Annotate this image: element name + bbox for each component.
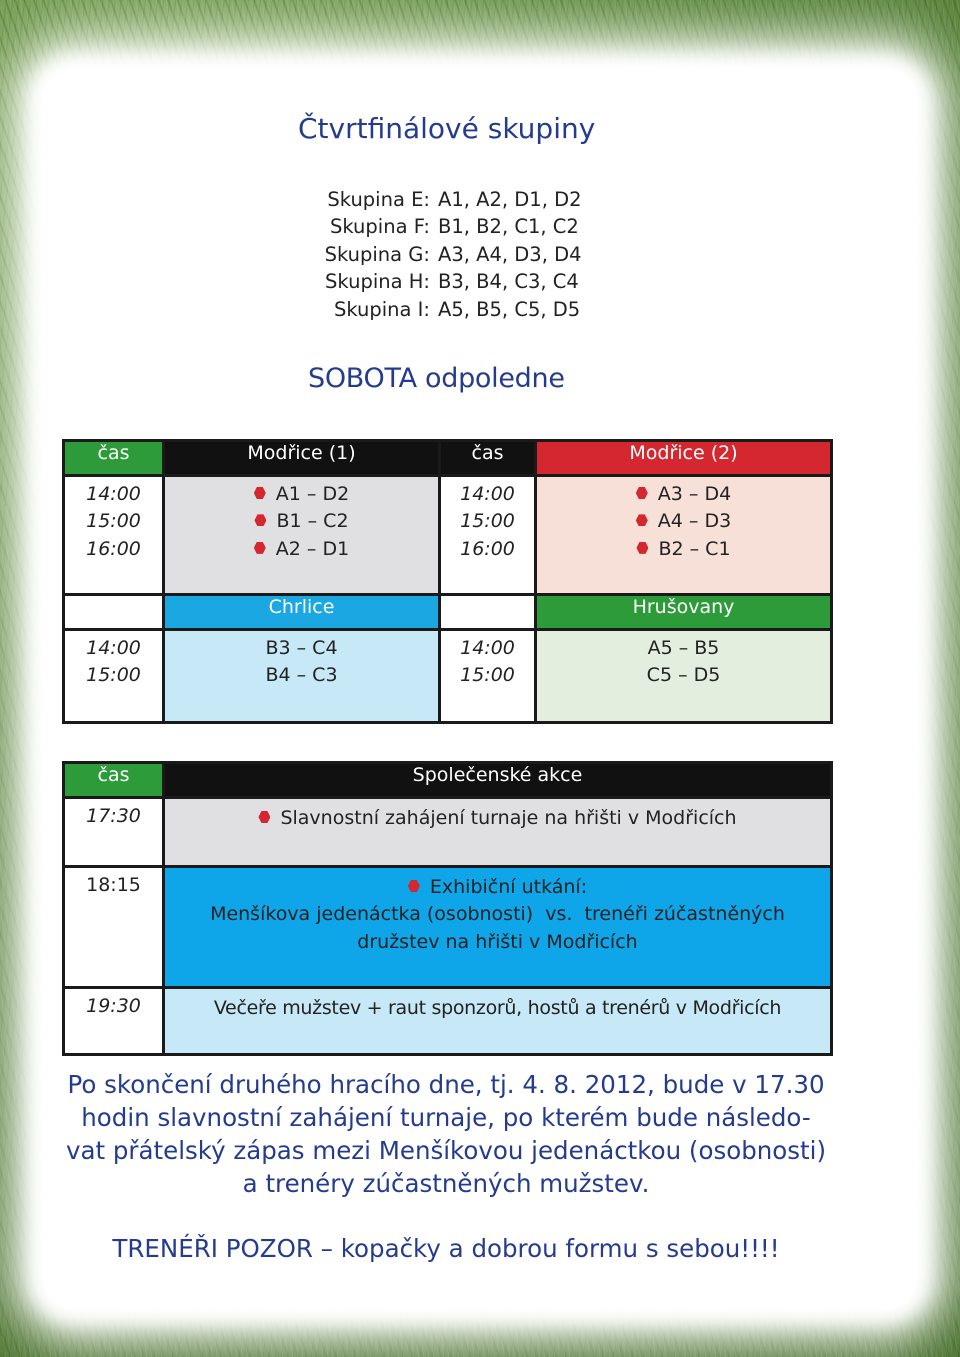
time-list xyxy=(64,476,164,595)
match-pair: A3 – D4 xyxy=(657,483,732,505)
note-line: hodin slavnostní zahájení turnaje, po kterém bude následo- xyxy=(81,1103,811,1132)
match-pair: C5 – D5 xyxy=(646,664,721,687)
event-line: Exhibiční utkání: xyxy=(429,876,588,898)
time-value: 16:00 xyxy=(86,537,141,560)
group-teams: B3, B4, C3, C4 xyxy=(438,270,579,294)
empty-header-cell xyxy=(64,595,164,630)
time-value: 14:00 xyxy=(460,483,515,505)
group-label: Skupina H: xyxy=(325,270,430,294)
match-pair: B3 – C4 xyxy=(265,637,338,659)
time-value: 16:00 xyxy=(460,537,515,560)
match-list-modrice-1 xyxy=(164,476,440,595)
time-header: čas xyxy=(64,441,164,476)
match-pair: A4 – D3 xyxy=(657,510,732,533)
group-label: Skupina G: xyxy=(324,242,430,266)
time-value: 14:00 xyxy=(460,637,515,659)
schedule-header-row xyxy=(64,441,832,476)
match-pair: A5 – B5 xyxy=(647,637,720,659)
match-item xyxy=(165,508,438,535)
bullet-hexagon-icon xyxy=(636,487,648,499)
group-label: Skupina I: xyxy=(333,297,430,321)
match-list-chrlice xyxy=(164,630,440,723)
bullet-hexagon-icon xyxy=(254,487,266,499)
events-header: Společenské akce xyxy=(164,763,832,798)
empty-header-cell xyxy=(440,595,536,630)
match-item xyxy=(165,536,438,563)
match-pair: B2 – C1 xyxy=(658,537,731,560)
group-teams: B1, B2, C1, C2 xyxy=(438,215,579,239)
announcement-note xyxy=(62,1068,830,1200)
match-pair: B4 – C3 xyxy=(265,664,338,687)
venue-header-chrlice: Chrlice xyxy=(164,595,440,630)
section-subtitle: SOBOTA odpoledne xyxy=(308,363,565,394)
event-time: 17:30 xyxy=(64,798,164,867)
event-line: Menšíkova jedenáctka (osobnosti) vs. trenéři zúčastněných xyxy=(210,903,785,926)
group-list xyxy=(306,186,582,323)
match-pair: A1 – D2 xyxy=(275,483,350,505)
match-list-modrice-2 xyxy=(536,476,832,595)
time-value: 14:00 xyxy=(86,483,141,505)
time-value: 14:00 xyxy=(86,637,141,659)
match-schedule-table xyxy=(62,439,833,724)
time-header: čas xyxy=(440,441,536,476)
group-teams: A5, B5, C5, D5 xyxy=(438,297,581,321)
match-list-hrusovany xyxy=(536,630,832,723)
group-teams: A3, A4, D3, D4 xyxy=(438,242,582,266)
match-pair: A2 – D1 xyxy=(275,537,350,560)
event-description xyxy=(164,867,832,988)
event-description xyxy=(164,988,832,1055)
group-row xyxy=(306,186,582,213)
group-row xyxy=(306,213,582,240)
schedule-header-row xyxy=(64,595,832,630)
note-line: a trenéry zúčastněných mužstev. xyxy=(242,1169,650,1198)
match-item xyxy=(537,508,830,535)
schedule-row xyxy=(64,630,832,723)
event-row xyxy=(64,798,832,867)
time-list xyxy=(440,630,536,723)
venue-header-modrice-1: Modřice (1) xyxy=(164,441,440,476)
time-list xyxy=(64,630,164,723)
event-description xyxy=(164,798,832,867)
match-pair: B1 – C2 xyxy=(276,510,349,533)
bullet-hexagon-icon xyxy=(636,514,648,526)
match-item xyxy=(537,481,830,508)
group-label: Skupina F: xyxy=(329,215,430,239)
bullet-hexagon-icon xyxy=(254,542,266,554)
event-time: 19:30 xyxy=(64,988,164,1055)
event-line: Večeře mužstev + raut sponzorů, hostů a trenérů v Modřicích xyxy=(213,997,782,1019)
group-teams: A1, A2, D1, D2 xyxy=(438,188,582,211)
page-title: Čtvrtfinálové skupiny xyxy=(298,112,596,145)
bullet-hexagon-icon xyxy=(254,514,266,526)
event-line: družstev na hřišti v Modřicích xyxy=(357,930,638,953)
schedule-row xyxy=(64,476,832,595)
events-header-row xyxy=(64,763,832,798)
bullet-hexagon-icon xyxy=(408,880,420,892)
event-row xyxy=(64,867,832,988)
time-list xyxy=(440,476,536,595)
time-value: 15:00 xyxy=(86,664,141,687)
event-row xyxy=(64,988,832,1055)
bullet-hexagon-icon xyxy=(258,811,270,823)
time-value: 15:00 xyxy=(460,664,515,687)
group-row xyxy=(306,296,582,323)
note-line: vat přátelský zápas mezi Menšíkovou jedenáctkou (osobnosti) xyxy=(65,1136,827,1165)
time-value: 15:00 xyxy=(86,510,141,533)
event-line-item xyxy=(165,874,830,901)
match-item xyxy=(165,481,438,508)
venue-header-hrusovany: Hrušovany xyxy=(536,595,832,630)
match-item xyxy=(537,536,830,563)
group-label: Skupina E: xyxy=(327,188,430,211)
bullet-hexagon-icon xyxy=(636,542,648,554)
note-line: Po skončení druhého hracího dne, tj. 4. 8. 2012, bude v 17.30 xyxy=(67,1070,825,1099)
group-row xyxy=(306,268,582,295)
event-time: 18:15 xyxy=(64,867,164,988)
time-header: čas xyxy=(64,763,164,798)
event-line: Slavnostní zahájení turnaje na hřišti v Modřicích xyxy=(280,807,737,829)
final-message: TRENÉŘI POZOR – kopačky a dobrou formu s sebou!!!! xyxy=(112,1234,780,1263)
time-value: 15:00 xyxy=(460,510,515,533)
venue-header-modrice-2: Modřice (2) xyxy=(536,441,832,476)
events-table xyxy=(62,761,833,1056)
group-row xyxy=(306,241,582,268)
